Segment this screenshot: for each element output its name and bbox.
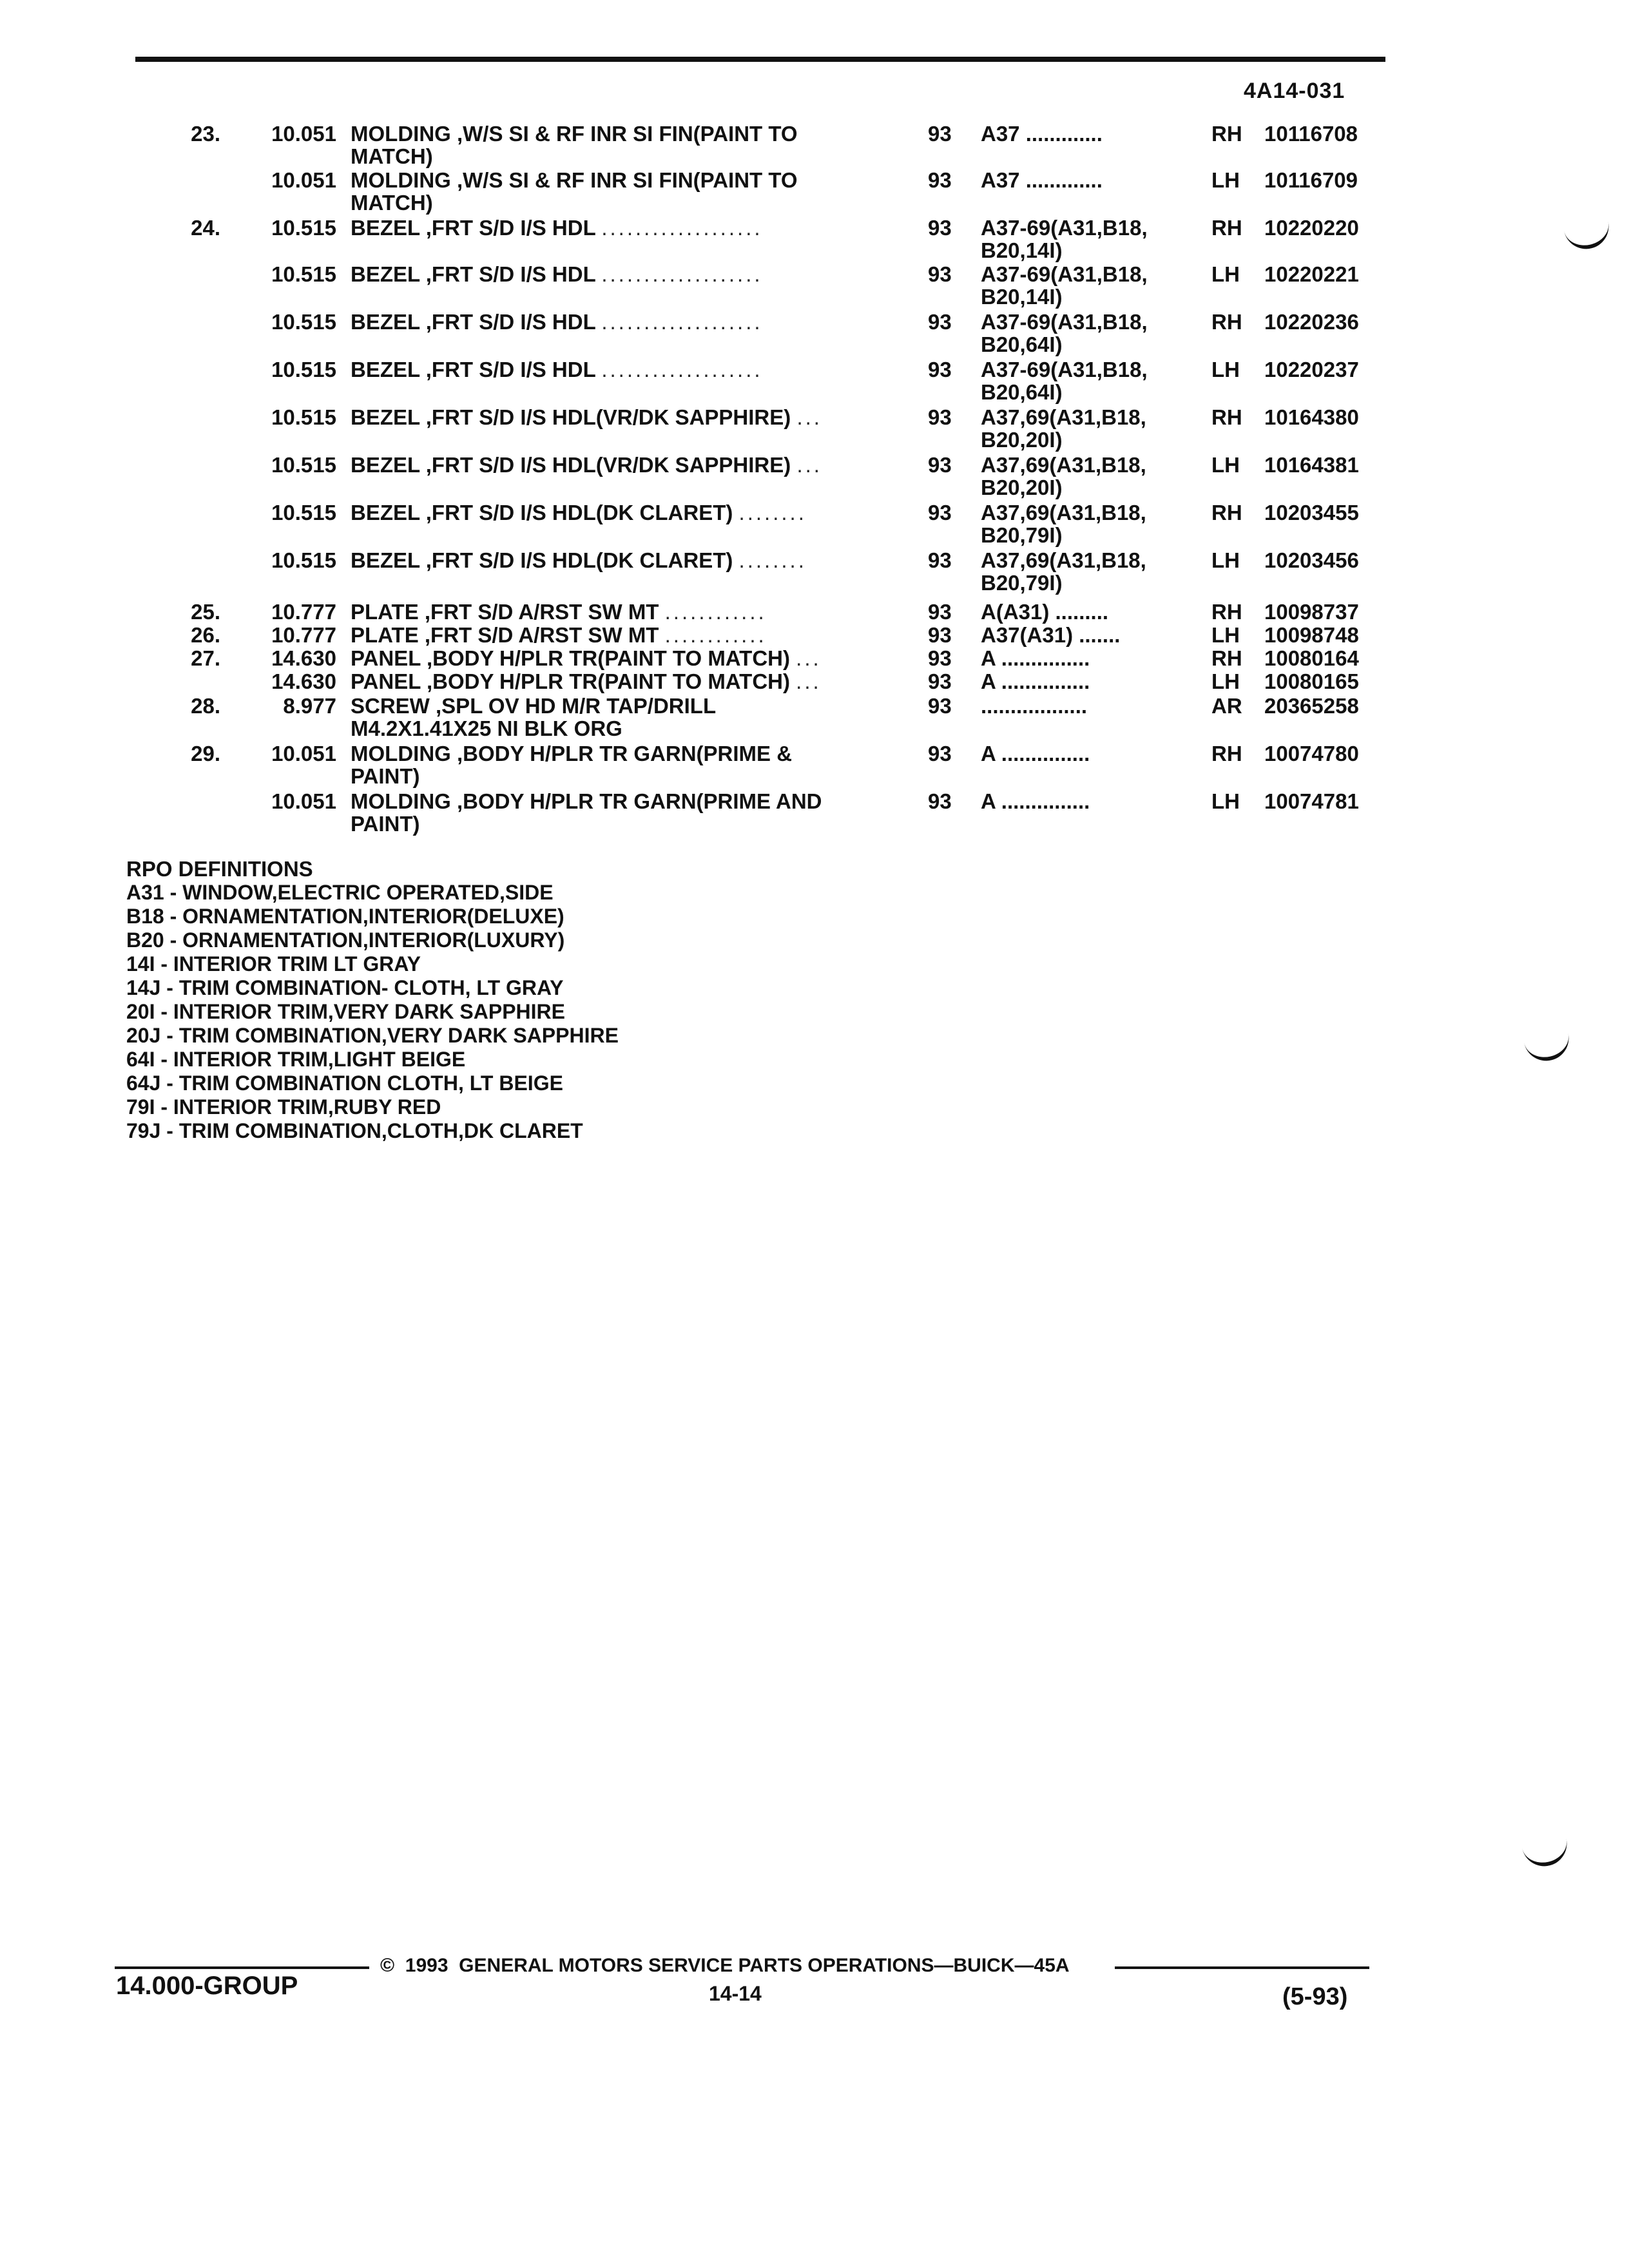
rpo-definitions: [126, 857, 619, 1143]
group-number: 10.051: [271, 168, 336, 192]
rpo-item: 14I - INTERIOR TRIM LT GRAY: [126, 952, 421, 975]
part-number: 10080164: [1264, 646, 1359, 670]
usage-options: A37-69(A31,B18, B20,64I): [981, 310, 1148, 356]
footer-date: (5-93): [1282, 1983, 1348, 2010]
side: LH: [1211, 168, 1240, 192]
leader-dots: ...: [796, 405, 822, 429]
description-text: PANEL ,BODY H/PLR TR(PAINT TO MATCH): [351, 669, 790, 693]
part-number: 10220237: [1264, 358, 1359, 381]
side: LH: [1211, 262, 1240, 286]
model-year: 93: [928, 168, 952, 192]
rpo-title: RPO DEFINITIONS: [126, 857, 313, 881]
part-description: [351, 670, 892, 693]
description-text: BEZEL ,FRT S/D I/S HDL(DK CLARET): [351, 501, 733, 524]
group-number: 14.630: [271, 669, 336, 693]
model-year: 93: [928, 623, 952, 647]
part-number: 10116709: [1264, 168, 1358, 192]
binder-mark: [1522, 1838, 1571, 1870]
part-description: [351, 406, 892, 428]
usage-options: A37 .............: [981, 122, 1103, 146]
description-text: PLATE ,FRT S/D A/RST SW MT: [351, 623, 659, 647]
group-number: 8.977: [283, 694, 336, 718]
leader-dots: ...................: [601, 310, 763, 334]
group-number: 10.051: [271, 122, 336, 146]
ref-number: 27.: [191, 646, 220, 670]
description-text: MOLDING ,BODY H/PLR TR GARN(PRIME AND PAINT): [351, 789, 822, 836]
description-text: MOLDING ,BODY H/PLR TR GARN(PRIME & PAINT): [351, 742, 793, 788]
usage-options: A37(A31) .......: [981, 623, 1121, 647]
side: RH: [1211, 216, 1242, 240]
model-year: 93: [928, 453, 952, 477]
leader-dots: ...: [796, 646, 822, 670]
part-number: 10116708: [1264, 122, 1358, 146]
model-year: 93: [928, 405, 952, 429]
side: RH: [1211, 600, 1242, 624]
part-description: [351, 742, 892, 787]
group-number: 10.515: [271, 310, 336, 334]
part-description: [351, 169, 892, 214]
description-text: BEZEL ,FRT S/D I/S HDL: [351, 262, 596, 286]
rpo-item: B18 - ORNAMENTATION,INTERIOR(DELUXE): [126, 905, 564, 928]
usage-options: ..................: [981, 694, 1088, 718]
part-number: 10098748: [1264, 623, 1359, 647]
group-number: 10.515: [271, 405, 336, 429]
footer-rule-right: [1115, 1966, 1369, 1969]
rpo-item: 79I - INTERIOR TRIM,RUBY RED: [126, 1095, 441, 1119]
side: RH: [1211, 646, 1242, 670]
leader-dots: ...: [796, 453, 822, 477]
description-text: BEZEL ,FRT S/D I/S HDL(VR/DK SAPPHIRE): [351, 405, 791, 429]
part-number: 10203456: [1264, 548, 1359, 572]
ref-number: 24.: [191, 216, 220, 240]
description-text: BEZEL ,FRT S/D I/S HDL: [351, 310, 596, 334]
leader-dots: ...................: [601, 358, 763, 381]
side: LH: [1211, 623, 1240, 647]
usage-options: A37,69(A31,B18, B20,79I): [981, 548, 1146, 595]
group-number: 14.630: [271, 646, 336, 670]
part-description: [351, 454, 892, 476]
usage-options: A ...............: [981, 789, 1090, 813]
part-number: 10203455: [1264, 501, 1359, 524]
footer-page-number: 14-14: [709, 1982, 762, 2005]
description-text: BEZEL ,FRT S/D I/S HDL: [351, 358, 596, 381]
description-text: MOLDING ,W/S SI & RF INR SI FIN(PAINT TO MATCH): [351, 168, 798, 215]
part-description: [351, 501, 892, 524]
footer-rule-left: [115, 1966, 369, 1969]
model-year: 93: [928, 262, 952, 286]
part-description: [351, 549, 892, 572]
model-year: 93: [928, 646, 952, 670]
part-number: 10074781: [1264, 789, 1359, 813]
usage-options: A37,69(A31,B18, B20,79I): [981, 501, 1146, 547]
usage-options: A ...............: [981, 742, 1090, 765]
usage-options: A(A31) .........: [981, 600, 1109, 624]
model-year: 93: [928, 742, 952, 765]
part-number: 10220236: [1264, 310, 1359, 334]
part-number: 20365258: [1264, 694, 1359, 718]
model-year: 93: [928, 310, 952, 334]
part-number: 10220221: [1264, 262, 1359, 286]
ref-number: 28.: [191, 694, 220, 718]
model-year: 93: [928, 548, 952, 572]
model-year: 93: [928, 358, 952, 381]
leader-dots: ...................: [601, 262, 763, 286]
description-text: SCREW ,SPL OV HD M/R TAP/DRILL M4.2X1.41X25 NI BLK ORG: [351, 694, 717, 740]
side: LH: [1211, 548, 1240, 572]
rpo-items: [126, 881, 619, 1143]
usage-options: A37-69(A31,B18, B20,14I): [981, 262, 1148, 309]
binder-mark: [1524, 1033, 1573, 1065]
part-number: 10080165: [1264, 669, 1359, 693]
description-text: PANEL ,BODY H/PLR TR(PAINT TO MATCH): [351, 646, 790, 670]
group-number: 10.051: [271, 742, 336, 765]
group-number: 10.777: [271, 600, 336, 624]
ref-number: 26.: [191, 623, 220, 647]
group-number: 10.515: [271, 358, 336, 381]
rpo-item: 20I - INTERIOR TRIM,VERY DARK SAPPHIRE: [126, 1000, 565, 1023]
part-description: [351, 647, 892, 669]
rpo-item: 20J - TRIM COMBINATION,VERY DARK SAPPHIRE: [126, 1024, 619, 1047]
leader-dots: ...................: [601, 216, 763, 240]
part-description: [351, 216, 892, 239]
leader-dots: ........: [738, 501, 807, 524]
part-description: [351, 790, 892, 835]
rpo-item: 79J - TRIM COMBINATION,CLOTH,DK CLARET: [126, 1119, 583, 1142]
group-number: 10.051: [271, 789, 336, 813]
rpo-item: 14J - TRIM COMBINATION- CLOTH, LT GRAY: [126, 976, 564, 999]
rpo-item: B20 - ORNAMENTATION,INTERIOR(LUXURY): [126, 928, 565, 952]
side: RH: [1211, 310, 1242, 334]
part-number: 10164380: [1264, 405, 1359, 429]
side: AR: [1211, 694, 1242, 718]
model-year: 93: [928, 122, 952, 146]
model-year: 93: [928, 694, 952, 718]
ref-number: 23.: [191, 122, 220, 146]
ref-number: 29.: [191, 742, 220, 765]
side: RH: [1211, 501, 1242, 524]
side: LH: [1211, 358, 1240, 381]
rpo-item: 64I - INTERIOR TRIM,LIGHT BEIGE: [126, 1048, 466, 1071]
side: LH: [1211, 669, 1240, 693]
usage-options: A37 .............: [981, 168, 1103, 192]
description-text: BEZEL ,FRT S/D I/S HDL(VR/DK SAPPHIRE): [351, 453, 791, 477]
leader-dots: ...: [796, 669, 822, 693]
side: RH: [1211, 405, 1242, 429]
group-number: 10.515: [271, 262, 336, 286]
side: LH: [1211, 453, 1240, 477]
part-number: 10220220: [1264, 216, 1359, 240]
page-code: 4A14-031: [1244, 79, 1345, 103]
group-number: 10.515: [271, 501, 336, 524]
leader-dots: ........: [738, 548, 807, 572]
usage-options: A37,69(A31,B18, B20,20I): [981, 405, 1146, 452]
leader-dots: ............: [664, 623, 767, 647]
leader-dots: ............: [664, 600, 767, 624]
model-year: 93: [928, 789, 952, 813]
model-year: 93: [928, 669, 952, 693]
group-number: 10.515: [271, 216, 336, 240]
footer-copyright: © 1993 GENERAL MOTORS SERVICE PARTS OPERATIONS—BUICK—45A: [380, 1955, 1070, 1976]
rpo-item: 64J - TRIM COMBINATION CLOTH, LT BEIGE: [126, 1072, 563, 1095]
part-number: 10074780: [1264, 742, 1359, 765]
group-number: 10.515: [271, 548, 336, 572]
part-number: 10164381: [1264, 453, 1359, 477]
part-description: [351, 624, 892, 646]
part-description: [351, 358, 892, 381]
model-year: 93: [928, 501, 952, 524]
group-number: 10.777: [271, 623, 336, 647]
side: RH: [1211, 122, 1242, 146]
part-description: [351, 311, 892, 333]
usage-options: A ...............: [981, 669, 1090, 693]
ref-number: 25.: [191, 600, 220, 624]
model-year: 93: [928, 600, 952, 624]
binder-mark: [1564, 221, 1613, 253]
rpo-item: A31 - WINDOW,ELECTRIC OPERATED,SIDE: [126, 881, 554, 904]
usage-options: A37-69(A31,B18, B20,14I): [981, 216, 1148, 262]
part-description: [351, 601, 892, 623]
footer-group: 14.000-GROUP: [116, 1972, 298, 2000]
usage-options: A37,69(A31,B18, B20,20I): [981, 453, 1146, 499]
top-rule: [135, 57, 1385, 62]
model-year: 93: [928, 216, 952, 240]
part-description: [351, 695, 892, 740]
part-description: [351, 263, 892, 285]
part-description: [351, 122, 892, 168]
description-text: MOLDING ,W/S SI & RF INR SI FIN(PAINT TO MATCH): [351, 122, 798, 168]
side: LH: [1211, 789, 1240, 813]
description-text: PLATE ,FRT S/D A/RST SW MT: [351, 600, 659, 624]
usage-options: A37-69(A31,B18, B20,64I): [981, 358, 1148, 404]
description-text: BEZEL ,FRT S/D I/S HDL(DK CLARET): [351, 548, 733, 572]
part-number: 10098737: [1264, 600, 1359, 624]
group-number: 10.515: [271, 453, 336, 477]
side: RH: [1211, 742, 1242, 765]
description-text: BEZEL ,FRT S/D I/S HDL: [351, 216, 596, 240]
usage-options: A ...............: [981, 646, 1090, 670]
